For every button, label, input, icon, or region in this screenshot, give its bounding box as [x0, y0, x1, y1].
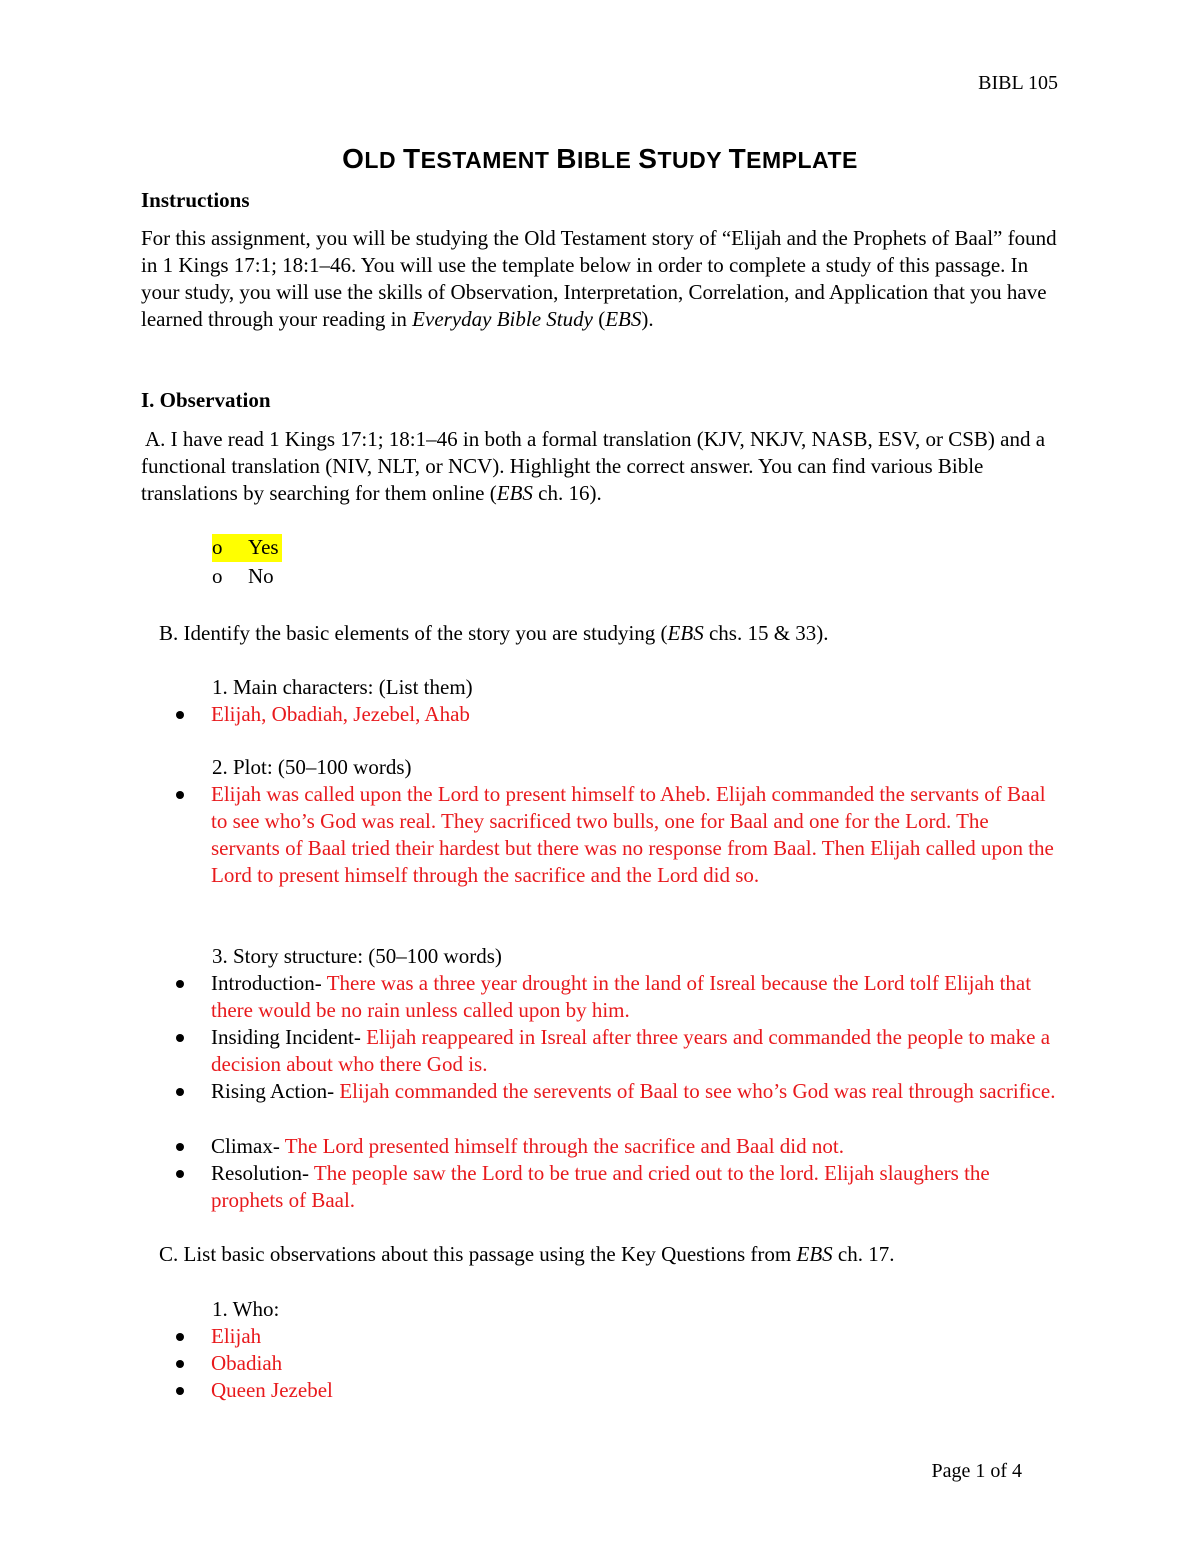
page-number: Page 1 of 4: [931, 1460, 1022, 1482]
bullet: [176, 1170, 184, 1178]
list-item: [176, 1377, 1056, 1404]
instructions-heading: Instructions: [141, 188, 250, 212]
list-item: [176, 1323, 1056, 1350]
bullet: [176, 980, 184, 988]
list-item: [176, 781, 1056, 916]
answer-text: Queen Jezebel: [211, 1378, 333, 1402]
section-b-prompt: B. Identify the basic elements of the story you are studying (EBS chs. 15 & 33).: [159, 621, 829, 645]
item-plot: 2. Plot: (50–100 words): [212, 755, 412, 779]
section-a-prompt: A. I have read 1 Kings 17:1; 18:1–46 in both a formal translation (KJV, NKJV, NASB, ESV, or CSB) and a functional translation (NIV, NLT, or NCV). Highlight the correct answer. You can find various Bible translations by searching for them online (EBS ch. 16).: [141, 427, 1046, 505]
list-item: [176, 1350, 1056, 1377]
bullet: [176, 1088, 184, 1096]
structure-text: Introduction- There was a three year drought in the land of Isreal because the Lord tolf Elijah that there would be no rain unless called upon by him.: [211, 971, 1032, 1022]
course-code: BIBL 105: [978, 72, 1058, 94]
option-marker: o: [212, 535, 223, 559]
structure-text: Resolution- The people saw the Lord to be true and cried out to the lord. Elijah slaughers the prophets of Baal.: [211, 1161, 990, 1212]
option-no[interactable]: [212, 563, 332, 591]
answer-text: Obadiah: [211, 1351, 283, 1375]
item-main-characters: 1. Main characters: (List them): [212, 675, 473, 699]
list-item: [176, 1078, 1056, 1132]
answer-text: Elijah, Obadiah, Jezebel, Ahab: [211, 702, 470, 726]
structure-text: Climax- The Lord presented himself through the sacrifice and Baal did not.: [211, 1134, 844, 1158]
option-label: Yes: [248, 535, 279, 559]
list-item: [176, 1024, 1056, 1078]
bullet: [176, 1034, 184, 1042]
bullet: [176, 1360, 184, 1368]
list-item: [176, 970, 1056, 1024]
option-marker: o: [212, 564, 223, 588]
structure-text: Rising Action- Elijah commanded the serevents of Baal to see who’s God was real through sacrifice.: [211, 1079, 1056, 1103]
page-title: OLD TESTAMENT BIBLE STUDY TEMPLATE: [342, 143, 858, 174]
section-c-prompt: C. List basic observations about this passage using the Key Questions from EBS ch. 17.: [159, 1242, 895, 1266]
answer-text: Elijah was called upon the Lord to present himself to Aheb. Elijah commanded the servants of Baal to see who’s God was real. They sacrificed two bulls, one for Baal and one for the Lord. The servants of Baal tried their hardest but there was no response from Baal. Then Elijah called upon the Lord to present himself through the sacrifice and the Lord did so.: [211, 782, 1054, 887]
option-yes[interactable]: [212, 534, 332, 562]
item-who: 1. Who:: [212, 1297, 280, 1321]
item-story-structure: 3. Story structure: (50–100 words): [212, 944, 502, 968]
observation-heading: I. Observation: [141, 388, 271, 412]
bullet: [176, 1387, 184, 1395]
bullet: [176, 791, 184, 799]
bullet: [176, 1143, 184, 1151]
list-item: [176, 701, 1056, 728]
list-item: [176, 1160, 1056, 1214]
bullet: [176, 711, 184, 719]
list-item: [176, 1133, 1056, 1160]
answer-text: Elijah: [211, 1324, 262, 1348]
structure-text: Insiding Incident- Elijah reappeared in Isreal after three years and commanded the people to make a decision about who there God is.: [211, 1025, 1051, 1076]
option-label: No: [248, 564, 274, 588]
bullet: [176, 1333, 184, 1341]
instructions-paragraph: For this assignment, you will be studying the Old Testament story of “Elijah and the Prophets of Baal” found in 1 Kings 17:1; 18:1–46. You will use the template below in order to complete a study of this passage. In your study, you will use the skills of Observation, Interpretation, Correlation, and Application that you have learned through your reading in Everyday Bible Study (EBS).: [141, 226, 1057, 331]
